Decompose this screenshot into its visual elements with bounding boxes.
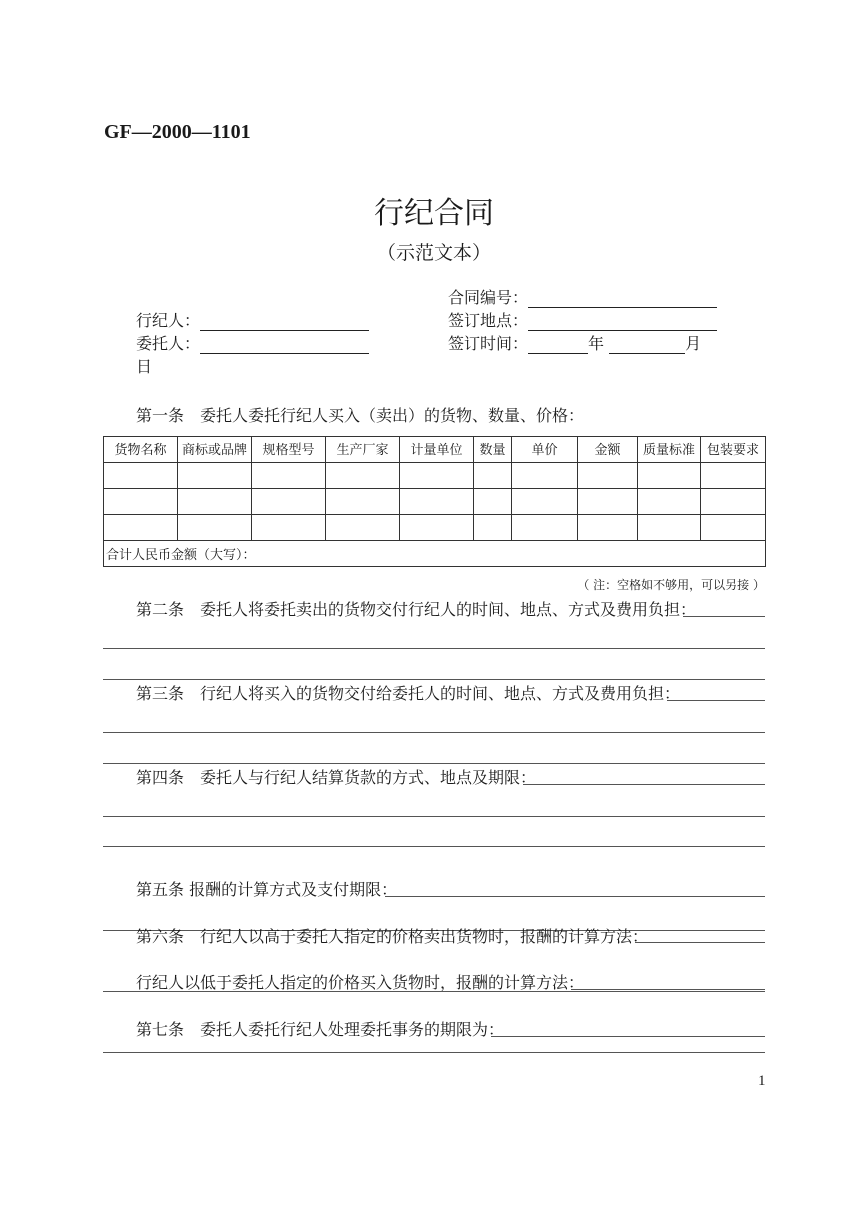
table-header-cell: 单价 — [512, 437, 578, 463]
table-header-cell: 规格型号 — [252, 437, 326, 463]
document-code: GF—2000—1101 — [104, 121, 251, 143]
table-cell[interactable] — [701, 463, 766, 489]
table-cell[interactable] — [326, 463, 400, 489]
table-cell[interactable] — [252, 463, 326, 489]
principal-blank[interactable] — [200, 335, 369, 354]
article-5-blank[interactable] — [385, 896, 765, 897]
broker-label: 行纪人： — [136, 311, 201, 330]
article-4-blank[interactable] — [523, 784, 765, 785]
article-6-part-2-blank[interactable] — [571, 989, 765, 990]
table-header-cell: 金额 — [578, 437, 638, 463]
article-1: 第一条 委托人委托行纪人买入（卖出）的货物、数量、价格： — [136, 406, 585, 425]
table-cell[interactable] — [400, 489, 474, 515]
article-7-line[interactable] — [103, 1052, 765, 1053]
table-cell[interactable] — [512, 515, 578, 541]
table-cell[interactable] — [104, 489, 178, 515]
table-header-cell: 生产厂家 — [326, 437, 400, 463]
article-6-blank[interactable] — [635, 942, 765, 943]
table-cell[interactable] — [326, 489, 400, 515]
total-amount-cell[interactable]: 合计人民币金额（大写）： — [104, 541, 766, 567]
table-header-row — [104, 437, 766, 463]
day-label: 日 — [136, 357, 153, 376]
table-header-cell: 商标或品牌 — [178, 437, 252, 463]
article-3-line[interactable] — [103, 763, 765, 764]
contract-number-blank[interactable] — [528, 289, 717, 308]
sign-year-blank[interactable] — [528, 335, 588, 354]
contract-number-field — [448, 288, 717, 308]
table-cell[interactable] — [252, 489, 326, 515]
document-subtitle: （示范文本） — [376, 242, 491, 264]
table-header-cell: 包装要求 — [701, 437, 766, 463]
sign-place-label: 签订地点： — [448, 311, 529, 330]
page-number: 1 — [758, 1073, 766, 1089]
article-3-line[interactable] — [103, 732, 765, 733]
table-cell[interactable] — [104, 463, 178, 489]
article-2-line[interactable] — [103, 679, 765, 680]
article-3-blank[interactable] — [667, 700, 765, 701]
table-header-cell: 货物名称 — [104, 437, 178, 463]
document-title: 行纪合同 — [374, 196, 494, 231]
broker-blank[interactable] — [200, 312, 369, 331]
sign-place-blank[interactable] — [528, 312, 717, 331]
table-cell[interactable] — [400, 515, 474, 541]
table-row — [104, 463, 766, 489]
table-cell[interactable] — [578, 489, 638, 515]
table-cell[interactable] — [701, 515, 766, 541]
article-2-line[interactable] — [103, 648, 765, 649]
article-7-blank[interactable] — [491, 1036, 765, 1037]
table-cell[interactable] — [326, 515, 400, 541]
article-7: 第七条 委托人委托行纪人处理委托事务的期限为： — [136, 1020, 505, 1039]
table-header-cell: 质量标准 — [638, 437, 701, 463]
table-cell[interactable] — [474, 463, 512, 489]
article-3: 第三条 行纪人将买入的货物交付给委托人的时间、地点、方式及费用负担： — [136, 684, 681, 703]
table-cell[interactable] — [578, 463, 638, 489]
broker-field — [136, 311, 369, 331]
table-cell[interactable] — [178, 489, 252, 515]
table-cell[interactable] — [400, 463, 474, 489]
table-cell[interactable] — [474, 489, 512, 515]
table-cell[interactable] — [701, 489, 766, 515]
month-label: 月 — [685, 334, 702, 353]
table-cell[interactable] — [252, 515, 326, 541]
table-row — [104, 489, 766, 515]
table-row — [104, 515, 766, 541]
article-5: 第五条 报酬的计算方式及支付期限： — [136, 880, 398, 899]
table-total-row — [104, 541, 766, 567]
article-6: 第六条 行纪人以高于委托人指定的价格卖出货物时，报酬的计算方法： — [136, 927, 649, 946]
article-6-line[interactable] — [103, 991, 765, 992]
article-2-blank[interactable] — [683, 616, 765, 617]
contract-number-label: 合同编号： — [448, 288, 529, 307]
principal-label: 委托人： — [136, 334, 201, 353]
sign-place-field — [448, 311, 717, 331]
sign-time-field — [448, 334, 701, 354]
table-cell[interactable] — [104, 515, 178, 541]
table-header-cell: 数量 — [474, 437, 512, 463]
article-4-line[interactable] — [103, 816, 765, 817]
article-6-part-2: 行纪人以低于委托人指定的价格买入货物时，报酬的计算方法： — [136, 973, 585, 992]
table-header-cell: 计量单位 — [400, 437, 474, 463]
table-cell[interactable] — [638, 463, 701, 489]
table-cell[interactable] — [512, 463, 578, 489]
table-cell[interactable] — [178, 515, 252, 541]
sign-time-label: 签订时间： — [448, 334, 529, 353]
goods-table — [103, 436, 766, 567]
article-4-line[interactable] — [103, 846, 765, 847]
principal-field — [136, 334, 369, 354]
table-cell[interactable] — [474, 515, 512, 541]
table-cell[interactable] — [512, 489, 578, 515]
article-2: 第二条 委托人将委托卖出的货物交付行纪人的时间、地点、方式及费用负担： — [136, 600, 697, 619]
table-note: （ 注：空格如不够用，可以另接 ） — [577, 578, 765, 592]
table-cell[interactable] — [638, 515, 701, 541]
article-4: 第四条 委托人与行纪人结算货款的方式、地点及期限： — [136, 768, 537, 787]
table-cell[interactable] — [638, 489, 701, 515]
sign-month-blank[interactable] — [609, 335, 685, 354]
year-label: 年 — [588, 334, 605, 353]
table-cell[interactable] — [178, 463, 252, 489]
table-cell[interactable] — [578, 515, 638, 541]
